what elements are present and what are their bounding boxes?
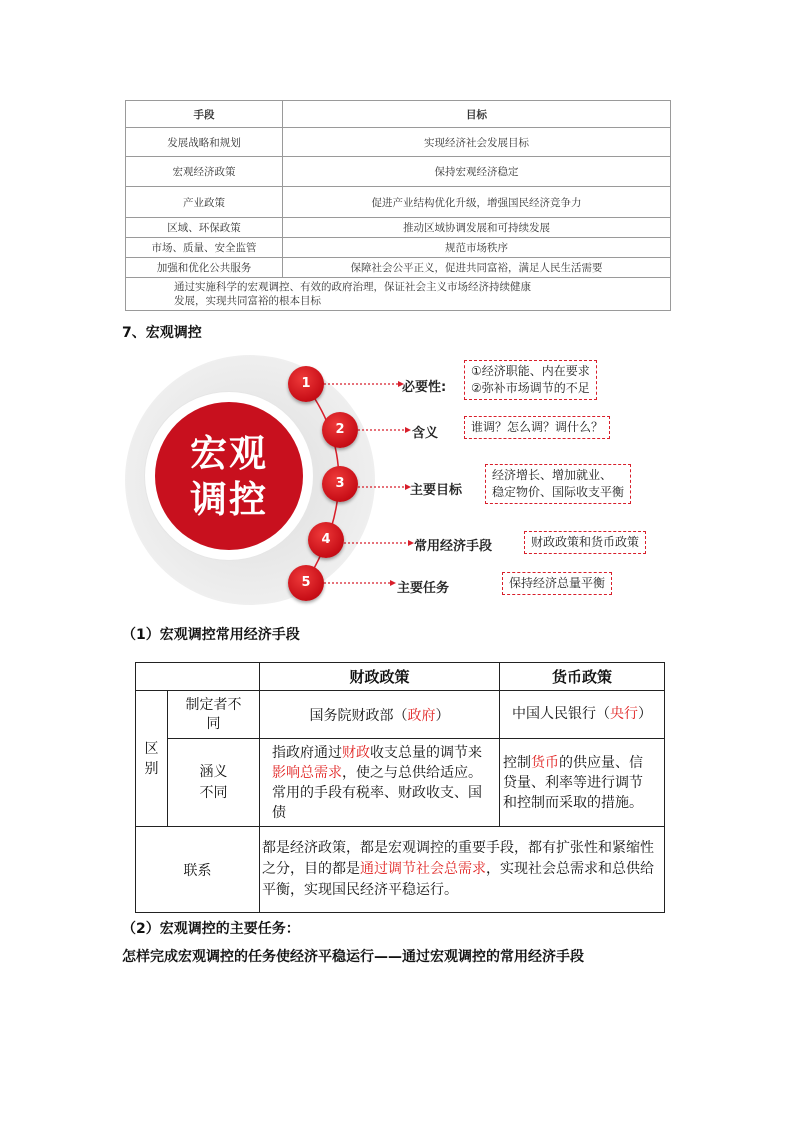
cell-text: 都是经济政策，都是宏观调控的重要手段，都有扩张性和紧缩性之分，目的都是	[262, 840, 654, 877]
subsection-heading: （1）宏观调控常用经济手段	[122, 627, 300, 643]
item-box	[524, 531, 646, 554]
table2-row-link: 联系	[136, 827, 260, 913]
table1-header-goal: 目标	[283, 101, 671, 128]
table2-row-meaning: 涵义不同	[168, 739, 260, 827]
fiscal-monetary-table	[135, 662, 665, 913]
cell-text-highlight: 影响总需求	[272, 764, 342, 781]
center-text-line2: 调控	[190, 478, 268, 521]
table1-note-line1: 通过实施科学的宏观调控、有效的政府治理，保证社会主义市场经济持续健康	[174, 281, 531, 293]
item-label: 含义	[412, 426, 439, 441]
cell-text: 指政府通过	[272, 744, 342, 761]
number-badge: 5	[288, 565, 324, 601]
item-label: 主要任务	[397, 581, 450, 596]
cell-text-highlight: 货币	[531, 754, 559, 771]
item-box-line: 谁调？怎么调？调什么？	[471, 420, 604, 434]
cell-text: ，实现社会总需求和总供给平衡，实现国民经济平稳运行。	[262, 861, 654, 898]
table1-cell-goal: 实现经济社会发展目标	[283, 128, 671, 157]
table2-row-maker: 制定者不同	[168, 691, 260, 739]
item-box	[464, 360, 597, 400]
table1-cell-means: 产业政策	[126, 187, 283, 218]
table1-cell-means: 宏观经济政策	[126, 157, 283, 187]
number-badge: 1	[288, 366, 324, 402]
item-label: 主要目标	[410, 483, 463, 498]
number-badge: 3	[322, 466, 358, 502]
center-text-line1: 宏观	[190, 432, 268, 475]
table1-cell-goal: 促进产业结构优化升级，增强国民经济竞争力	[283, 187, 671, 218]
cell-text: 收支总量的调节来	[370, 744, 482, 761]
item-label: 常用经济手段	[414, 539, 493, 554]
table1-header-means: 手段	[126, 101, 283, 128]
item-box	[502, 572, 612, 595]
table2-header-fiscal: 财政政策	[260, 663, 500, 691]
item-box-line: ①经济职能、内在要求	[471, 364, 590, 378]
cell-text-highlight: 政府	[407, 707, 436, 724]
table2-monetary-maker	[500, 691, 665, 739]
cell-text-highlight: 财政	[342, 744, 370, 761]
subsection-heading: （2）宏观调控的主要任务：	[122, 921, 300, 937]
table2-fiscal-meaning	[260, 739, 500, 827]
cell-text: 国务院财政部（	[309, 707, 408, 724]
item-box-line: ②弥补市场调节的不足	[471, 381, 590, 395]
item-box	[464, 416, 610, 439]
cell-text: 的供应量、信贷量、利率等进行调节和控制而采取的措施。	[503, 754, 643, 811]
table2-link-text	[260, 827, 665, 913]
table2-fiscal-maker	[260, 691, 500, 739]
table1-cell-goal: 推动区域协调发展和可持续发展	[283, 218, 671, 238]
section-heading: 7、宏观调控	[122, 325, 202, 341]
item-box-line: 经济增长、增加就业、	[492, 468, 613, 482]
cell-text: 控制	[503, 754, 531, 771]
cell-text: ）	[638, 706, 652, 722]
table1-cell-means: 区域、环保政策	[126, 218, 283, 238]
cell-text: ）	[435, 707, 450, 724]
item-box	[485, 464, 631, 504]
table2-monetary-meaning	[500, 739, 665, 827]
table2-row-group: 区别	[136, 691, 168, 827]
table1-cell-means: 加强和优化公共服务	[126, 258, 283, 278]
table1-note-line2: 发展，实现共同富裕的根本目标	[174, 295, 321, 307]
table1-cell-means: 发展战略和规划	[126, 128, 283, 157]
item-box-line: 财政政策和货币政策	[531, 535, 640, 549]
number-badge: 2	[322, 412, 358, 448]
cell-text: 中国人民银行（	[512, 706, 610, 722]
table1-cell-goal: 保障社会公平正义，促进共同富裕，满足人民生活需要	[283, 258, 671, 278]
cell-text-highlight: 央行	[610, 706, 638, 722]
item-label: 必要性:	[402, 380, 447, 395]
table2-corner-cell	[136, 663, 260, 691]
table1-cell-goal: 保持宏观经济稳定	[283, 157, 671, 187]
cell-text-highlight: 通过调节社会总需求	[360, 861, 486, 877]
arrow-head	[405, 427, 411, 433]
cell-text: ，使之与总供给适应。常用的手段有税率、财政收支、国债	[272, 764, 482, 821]
number-badge: 4	[308, 522, 344, 558]
table2-header-monetary: 货币政策	[500, 663, 665, 691]
item-box-line: 稳定物价、国际收支平衡	[492, 485, 625, 499]
item-box-line: 保持经济总量平衡	[509, 576, 606, 590]
closing-line: 怎样完成宏观调控的任务使经济平稳运行——通过宏观调控的常用经济手段	[122, 949, 584, 965]
table1-cell-means: 市场、质量、安全监管	[126, 238, 283, 258]
arrow-head	[390, 580, 396, 586]
table1-cell-goal: 规范市场秩序	[283, 238, 671, 258]
